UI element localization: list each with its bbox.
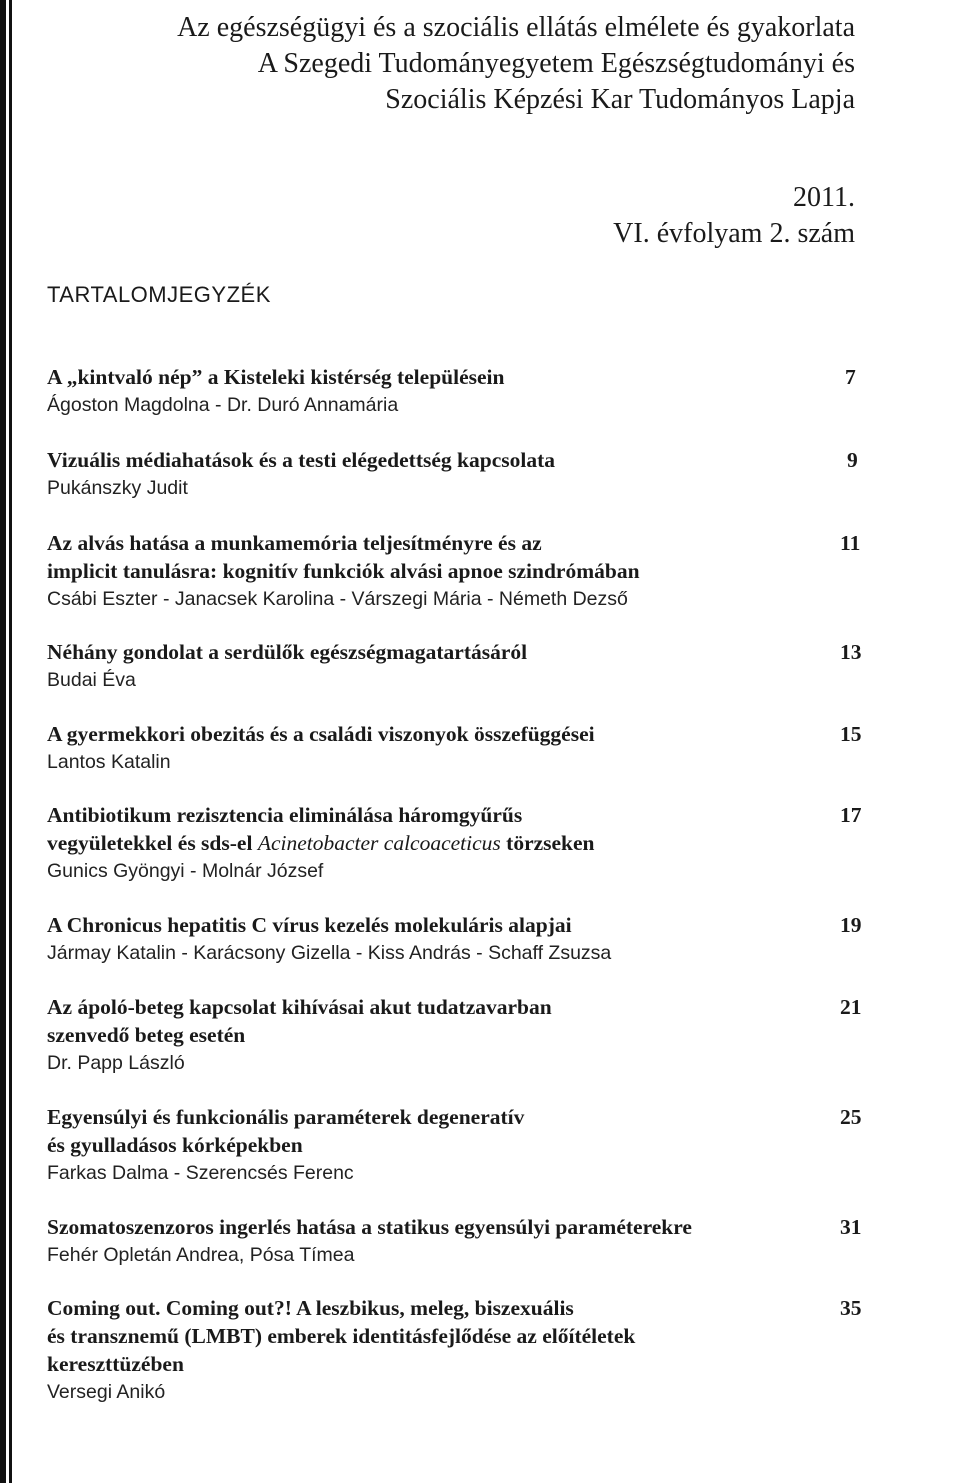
toc-entry-author: Gunics Gyöngyi - Molnár József — [47, 860, 324, 882]
toc-entry-author: Budai Éva — [47, 669, 136, 691]
journal-title-line-3: Szociális Képzési Kar Tudományos Lapja — [385, 84, 855, 115]
toc-entry-title-line-3: kereszttüzében — [47, 1352, 184, 1376]
toc-entry[interactable] — [47, 1294, 887, 1406]
toc-entry[interactable] — [47, 1103, 887, 1187]
toc-entry-author: Lantos Katalin — [47, 751, 171, 773]
toc-entry-title-line-1: Az alvás hatása a munkamemória teljesítményre és az — [47, 531, 542, 555]
toc-entry-title[interactable]: Néhány gondolat a serdülők egészségmagatartásáról — [47, 640, 528, 664]
toc-entry-page: 35 — [840, 1296, 862, 1320]
toc-entry-author: Dr. Papp László — [47, 1052, 185, 1074]
toc-entry-title[interactable] — [47, 1103, 817, 1159]
toc-entry[interactable] — [47, 911, 887, 967]
toc-entry-title[interactable]: Vizuális médiahatások és a testi elégedettség kapcsolata — [47, 448, 555, 472]
toc-entry-title-line-2: és gyulladásos kórképekben — [47, 1133, 303, 1157]
toc-entry-page: 31 — [840, 1215, 862, 1239]
toc-entry-page: 13 — [840, 640, 862, 664]
toc-entry-author: Fehér Opletán Andrea, Pósa Tímea — [47, 1244, 355, 1266]
issue-volume: VI. évfolyam 2. szám — [613, 218, 855, 249]
toc-entry-title[interactable]: Szomatoszenzoros ingerlés hatása a statikus egyensúlyi paraméterekre — [47, 1215, 692, 1239]
toc-entry-title-line-1: Antibiotikum rezisztencia eliminálása háromgyűrűs — [47, 803, 523, 827]
toc-entry-page: 21 — [840, 995, 862, 1019]
toc-entry-page: 19 — [840, 913, 862, 937]
toc-entry-title-line-1: Coming out. Coming out?! A leszbikus, meleg, biszexuális — [47, 1296, 574, 1320]
toc-heading: TARTALOMJEGYZÉK — [47, 282, 271, 307]
toc-entry[interactable] — [47, 529, 887, 613]
toc-entry[interactable] — [47, 363, 887, 419]
journal-header — [177, 10, 855, 118]
toc-entry-page: 11 — [840, 531, 861, 555]
toc-entry-title-line-1: Az ápoló-beteg kapcsolat kihívásai akut tudatzavarban — [47, 995, 552, 1019]
left-margin-rule-thick — [0, 0, 6, 1483]
toc-entry-author: Jármay Katalin - Karácsony Gizella - Kiss András - Schaff Zsuzsa — [47, 942, 612, 964]
issue-info — [613, 180, 855, 252]
left-margin-rule-thin — [9, 0, 12, 1483]
journal-title-line-2: A Szegedi Tudományegyetem Egészségtudományi és — [257, 48, 855, 79]
toc-entry-author: Ágoston Magdolna - Dr. Duró Annamária — [47, 394, 399, 416]
toc-entry[interactable] — [47, 1213, 887, 1269]
toc-entry-title-line-2: szenvedő beteg esetén — [47, 1023, 246, 1047]
toc-entry[interactable] — [47, 446, 887, 502]
issue-year: 2011. — [793, 182, 855, 213]
toc-entry-title[interactable] — [47, 1294, 817, 1378]
toc-entry[interactable] — [47, 993, 887, 1077]
toc-entry-title[interactable]: A gyermekkori obezitás és a családi viszonyok összefüggései — [47, 722, 595, 746]
toc-entry[interactable] — [47, 801, 887, 885]
toc-entry[interactable] — [47, 638, 887, 694]
toc-entry-page: 17 — [840, 803, 862, 827]
toc-entry-page: 25 — [840, 1105, 862, 1129]
toc-entry-title-line-2: és transznemű (LMBT) emberek identitásfejlődése az előítéletek — [47, 1324, 636, 1348]
toc-entry-author: Csábi Eszter - Janacsek Karolina - Várszegi Mária - Németh Dezső — [47, 588, 628, 610]
toc-entry-author: Versegi Anikó — [47, 1381, 166, 1403]
toc-entry-title-italic: Acinetobacter calcoaceticus — [257, 831, 501, 855]
toc-entry-title[interactable] — [47, 993, 817, 1049]
toc-entry-author: Farkas Dalma - Szerencsés Ferenc — [47, 1162, 354, 1184]
toc-entry-page: 9 — [847, 448, 858, 472]
toc-entry-title[interactable] — [47, 801, 817, 857]
toc-entry-title-text: vegyületekkel és sds-el — [47, 831, 253, 855]
toc-entry-title-line-1: Egyensúlyi és funkcionális paraméterek degeneratív — [47, 1105, 525, 1129]
toc-entry-author: Pukánszky Judit — [47, 477, 188, 499]
toc-entry[interactable] — [47, 720, 887, 776]
toc-entry-page: 15 — [840, 722, 862, 746]
toc-entry-page: 7 — [845, 365, 856, 389]
journal-title-line-1: Az egészségügyi és a szociális ellátás elmélete és gyakorlata — [177, 12, 855, 43]
toc-entry-title[interactable]: A „kintvaló nép” a Kisteleki kistérség településein — [47, 365, 505, 389]
toc-entry-title-text: törzseken — [506, 831, 595, 855]
toc-entry-title[interactable]: A Chronicus hepatitis C vírus kezelés molekuláris alapjai — [47, 913, 572, 937]
toc-entry-title[interactable] — [47, 529, 817, 585]
toc-entry-title-line-2: implicit tanulásra: kognitív funkciók alvási apnoe szindrómában — [47, 559, 640, 583]
toc-entry-title-line-2 — [47, 829, 817, 857]
